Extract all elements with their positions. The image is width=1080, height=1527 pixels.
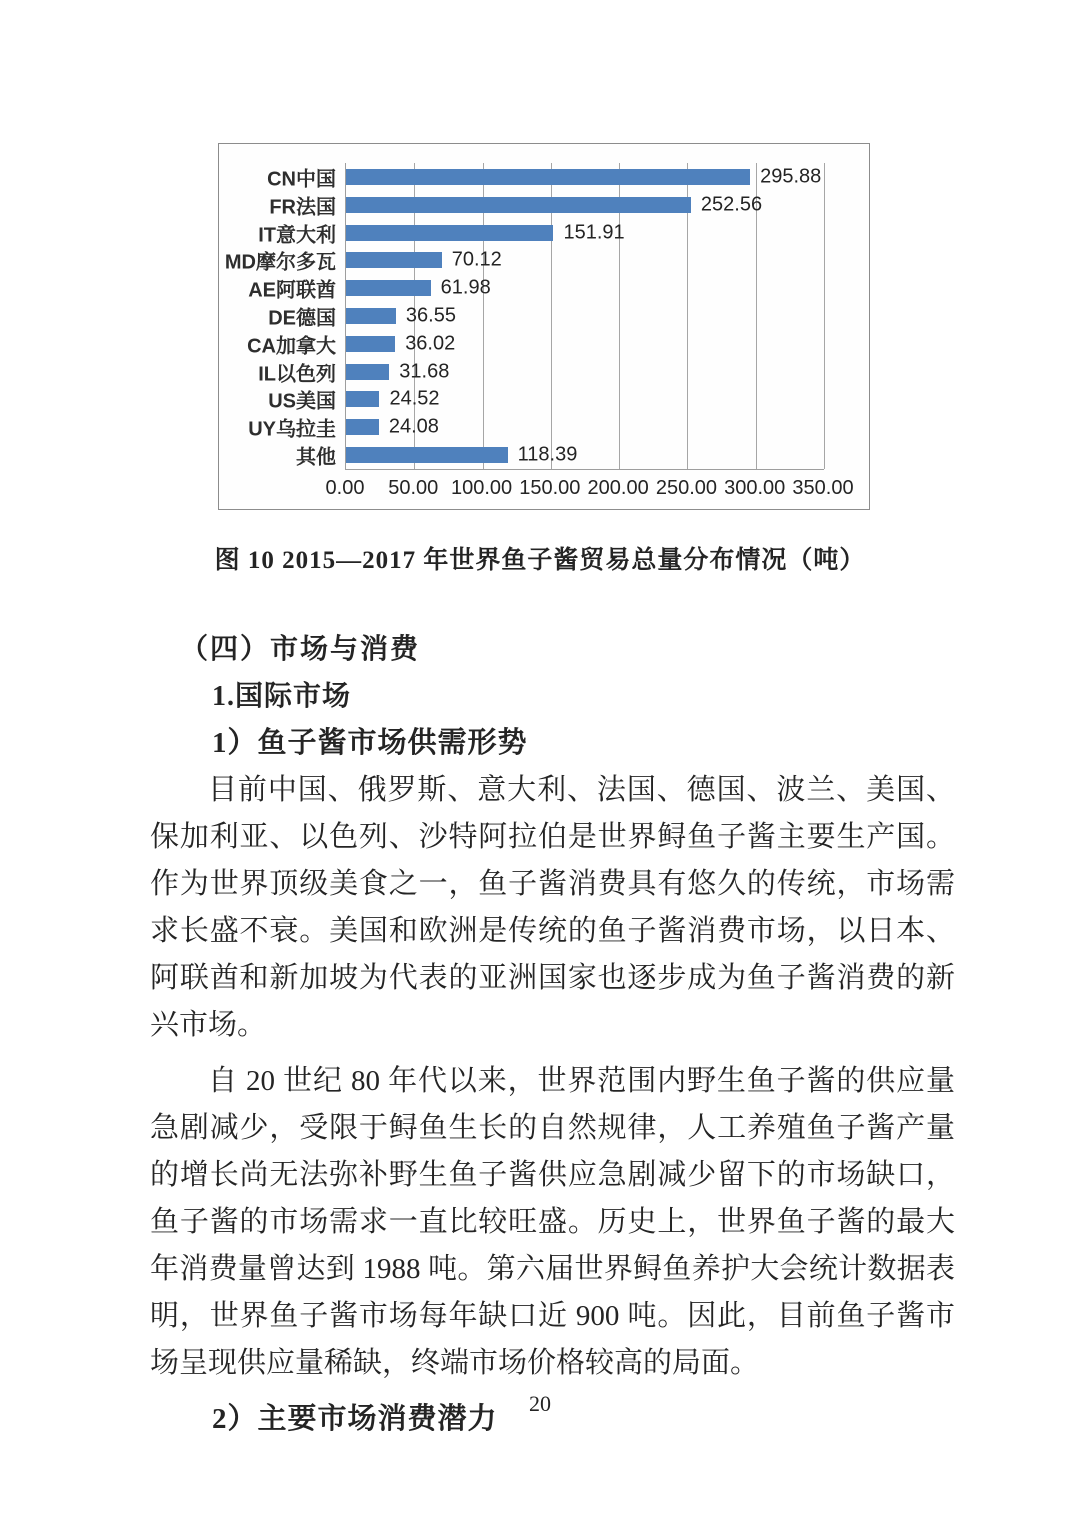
x-axis-tick-label: 300.00 bbox=[724, 477, 786, 499]
category-label: 其他 bbox=[296, 446, 336, 469]
body-text-column bbox=[150, 626, 955, 1443]
gridline bbox=[824, 163, 825, 469]
chart-row bbox=[248, 274, 824, 302]
x-axis-tick-label: 250.00 bbox=[655, 477, 718, 499]
heading-section-4: （四）市场与消费 bbox=[180, 634, 421, 665]
value-label: 36.55 bbox=[405, 304, 456, 327]
chart-row bbox=[247, 330, 824, 358]
value-label: 70.12 bbox=[451, 248, 502, 271]
category-label: AE阿联酋 bbox=[248, 279, 336, 302]
bar bbox=[346, 447, 508, 463]
category-label: DE德国 bbox=[268, 307, 336, 330]
bar bbox=[346, 280, 431, 296]
value-label: 295.88 bbox=[760, 165, 822, 188]
chart-row bbox=[268, 386, 824, 414]
page-number: 20 bbox=[529, 1391, 551, 1416]
value-label: 61.98 bbox=[440, 276, 491, 299]
category-label: UY乌拉圭 bbox=[248, 418, 336, 441]
category-label: MD摩尔多瓦 bbox=[224, 251, 336, 274]
value-label: 36.02 bbox=[405, 332, 456, 355]
x-axis-tick-label: 200.00 bbox=[587, 477, 649, 499]
chart-row bbox=[269, 191, 824, 219]
figure-caption: 图 10 2015—2017 年世界鱼子酱贸易总量分布情况（吨） bbox=[214, 547, 866, 574]
paragraph-supply-history: 自 20 世纪 80 年代以来，世界范围内野生鱼子酱的供应量急剧减少，受限于鲟鱼生长的自然规律，人工养殖鱼子酱产量的增长尚无法弥补野生鱼子酱供应急剧减少留下的市场缺口，鱼子酱的市场需求一直比较旺盛。历史上，世界鱼子酱的最大年消费量曾达到 1988 吨。第六届世界鲟鱼养护大会统计数据表明，世界鱼子酱市场每年缺口近 900 吨。因此，目前鱼子酱市场呈现供应量稀缺，终端市场价格较高的局面。 bbox=[150, 1065, 955, 1379]
value-label: 252.56 bbox=[700, 193, 763, 216]
category-label: FR法国 bbox=[269, 196, 336, 219]
bar bbox=[346, 419, 379, 435]
bar bbox=[346, 308, 396, 324]
x-axis-tick-label: 50.00 bbox=[388, 477, 439, 499]
figure-chart bbox=[218, 143, 870, 510]
category-label: CN中国 bbox=[267, 168, 336, 191]
chart-row bbox=[258, 219, 824, 247]
chart-row bbox=[296, 441, 824, 469]
heading-market-potential: 2）主要市场消费潜力 bbox=[212, 1403, 498, 1435]
x-axis-tick-label: 350.00 bbox=[792, 477, 854, 499]
bar bbox=[346, 364, 389, 380]
value-label: 24.52 bbox=[389, 387, 440, 410]
category-label: IL以色列 bbox=[258, 363, 336, 386]
chart-row bbox=[268, 302, 824, 330]
x-axis-tick-label: 150.00 bbox=[519, 477, 581, 499]
value-label: 118.39 bbox=[517, 443, 578, 466]
bar bbox=[346, 169, 750, 185]
bar bbox=[346, 197, 691, 213]
x-axis-tick-label: 0.00 bbox=[325, 477, 365, 499]
value-label: 31.68 bbox=[399, 360, 450, 383]
heading-international-market: 1.国际市场 bbox=[212, 681, 352, 712]
chart-row bbox=[248, 413, 824, 441]
category-label: CA加拿大 bbox=[247, 335, 336, 358]
chart-row bbox=[224, 246, 824, 274]
bar bbox=[346, 391, 379, 407]
x-axis-ticks bbox=[325, 477, 854, 503]
chart-row bbox=[258, 358, 824, 386]
paragraph-producers: 目前中国、俄罗斯、意大利、法国、德国、波兰、美国、保加利亚、以色列、沙特阿拉伯是世界鲟鱼子酱主要生产国。作为世界顶级美食之一，鱼子酱消费具有悠久的传统，市场需求长盛不衰。美国和欧洲是传统的鱼子酱消费市场，以日本、阿联酋和新加坡为代表的亚洲国家也逐步成为鱼子酱消费的新兴市场。 bbox=[150, 774, 955, 1041]
category-label: US美国 bbox=[268, 390, 336, 413]
category-label: IT意大利 bbox=[258, 224, 336, 247]
bar bbox=[346, 225, 553, 241]
chart-row bbox=[267, 163, 824, 191]
plot-area bbox=[224, 163, 824, 470]
bar bbox=[346, 336, 395, 352]
value-label: 151.91 bbox=[563, 221, 625, 244]
x-axis-tick-label: 100.00 bbox=[450, 477, 513, 499]
value-label: 24.08 bbox=[388, 415, 439, 438]
bar bbox=[346, 252, 442, 268]
heading-supply-demand: 1）鱼子酱市场供需形势 bbox=[212, 727, 528, 759]
